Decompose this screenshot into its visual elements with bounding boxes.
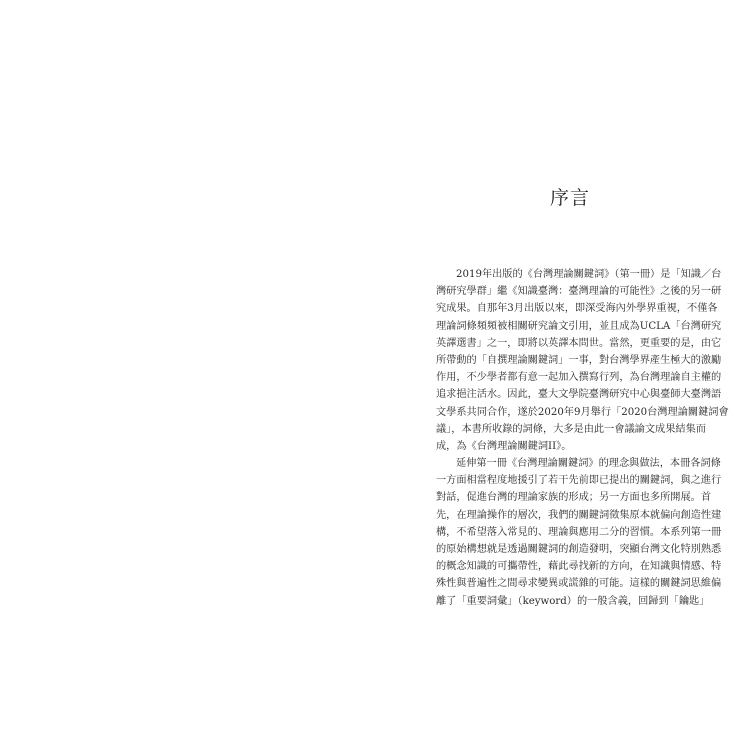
text-line: 構，不希望落入常見的、理論與應用二分的習慣。本系列第一冊 (436, 526, 722, 538)
text-line: 離了「重要詞彙」（keyword）的一般含義，回歸到「鑰匙」 (436, 595, 710, 607)
text-line: 英譯選書」之一，即將以英譯本問世。當然，更重要的是，由它 (436, 337, 722, 349)
text-line: 對話，促進台灣的理論家族的形成；另一方面也多所開展。首 (436, 492, 712, 504)
text-line: 理論詞條頻頻被相關研究論文引用，並且成為UCLA「台灣研究 (436, 320, 722, 332)
text-line: 2019年出版的《台灣理論關鍵詞》（第一冊）是「知識／台 (456, 269, 722, 280)
text-line: 灣研究學群」繼《知識臺灣：臺灣理論的可能性》之後的另一研 (436, 286, 722, 298)
text-line: 文學系共同合作，遂於2020年9月舉行「2020台灣理論關鍵詞會 (436, 406, 729, 418)
text-line: 議」，本書所收錄的詞條，大多是由此一會議論文成果結集而 (436, 423, 706, 435)
text-line: 追求挹注活水。因此，臺大文學院臺灣研究中心與臺師大臺灣語 (436, 389, 722, 401)
text-line: 殊性與普遍性之間尋求變異或謊雜的可能。這樣的關鍵詞思維偏 (436, 578, 722, 590)
text-line: 一方面相當程度地援引了若干先前即已提出的關鍵詞，與之進行 (436, 475, 722, 487)
preface-body (436, 266, 729, 610)
text-line: 所帶動的「自撰理論關鍵詞」一事，對台灣學界產生極大的激勵 (436, 354, 722, 366)
text-line: 先，在理論操作的層次，我們的關鍵詞徵集原本就偏向創造性建 (436, 509, 722, 521)
text-line: 成，為《台灣理論關鍵詞II》。 (436, 440, 572, 452)
text-line: 延伸第一冊《台灣理論關鍵詞》的理念與做法，本冊各詞條 (456, 458, 721, 470)
text-line: 的概念知識的可攜帶性，藉此尋找新的方向，在知識與情感、特 (436, 561, 722, 573)
text-line: 究成果。自那年3月出版以來，即深受海內外學界重視，不僅各 (436, 303, 718, 315)
page-title: 序言 (549, 187, 590, 209)
text-line: 的原始構想就是透過關鍵詞的創造發明，突顯台灣文化特別熟悉 (436, 544, 722, 555)
text-line: 作用，不少學者都有意一起加入撰寫行列，為台灣理論自主權的 (436, 372, 722, 384)
